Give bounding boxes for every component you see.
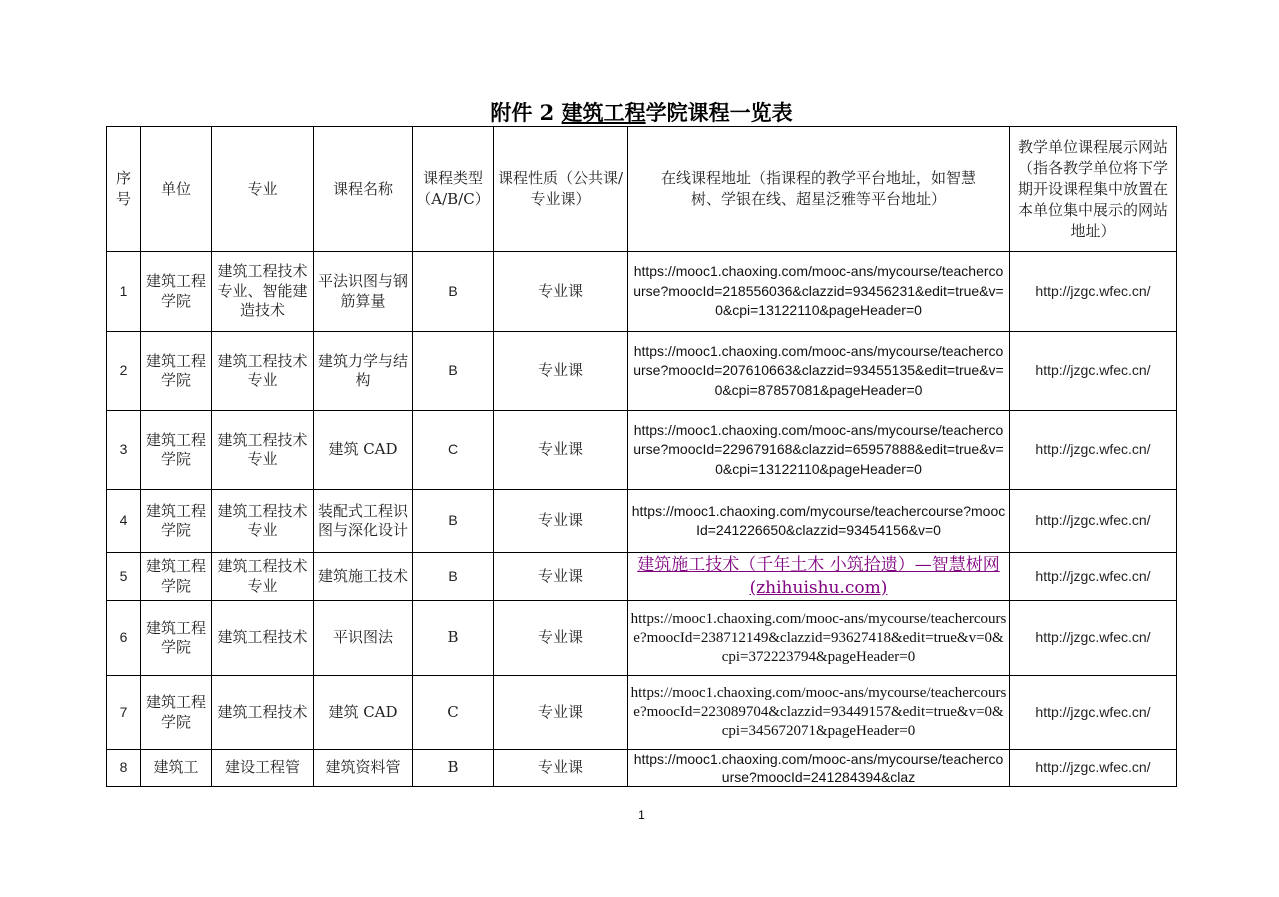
cell-url: https://mooc1.chaoxing.com/mooc-ans/mycourse/teachercourse?moocId=229679168&clazzid=65957888&edit=true&v=0&cpi=13122110&pageHeader=0: [628, 411, 1010, 490]
cell-course: 建筑资料管: [314, 750, 413, 787]
cell-type: B: [413, 490, 494, 553]
cell-course: 平法识图与钢筋算量: [314, 252, 413, 332]
cell-nature: 专业课: [494, 676, 628, 750]
cell-type: C: [413, 676, 494, 750]
table-row: [107, 676, 1177, 750]
cell-no: 6: [107, 601, 141, 676]
cell-major: 建筑工程技术: [212, 601, 314, 676]
table-row: [107, 252, 1177, 332]
cell-unit: 建筑工程学院: [141, 490, 212, 553]
cell-url: https://mooc1.chaoxing.com/mooc-ans/mycourse/teachercourse?moocId=238712149&clazzid=93627418&edit=true&v=0&cpi=372223794&pageHeader=0: [628, 601, 1010, 676]
cell-no: 3: [107, 411, 141, 490]
cell-type: B: [413, 553, 494, 601]
cell-site: http://jzgc.wfec.cn/: [1010, 332, 1177, 411]
cell-type: B: [413, 332, 494, 411]
cell-site: http://jzgc.wfec.cn/: [1010, 601, 1177, 676]
cell-major: 建筑工程技术专业: [212, 411, 314, 490]
cell-no: 7: [107, 676, 141, 750]
cell-nature: 专业课: [494, 490, 628, 553]
cell-no: 2: [107, 332, 141, 411]
cell-major: 建筑工程技术: [212, 676, 314, 750]
cell-site: http://jzgc.wfec.cn/: [1010, 750, 1177, 787]
cell-type: B: [413, 750, 494, 787]
cell-major: 建筑工程技术专业: [212, 332, 314, 411]
cell-unit: 建筑工程学院: [141, 252, 212, 332]
cell-url: https://mooc1.chaoxing.com/mycourse/teachercourse?moocId=241226650&clazzid=93454156&v=0: [628, 490, 1010, 553]
cell-major: 建设工程管: [212, 750, 314, 787]
header-course: 课程名称: [314, 127, 413, 252]
cell-site: http://jzgc.wfec.cn/: [1010, 411, 1177, 490]
table-row: [107, 332, 1177, 411]
page-number: 1: [638, 808, 645, 822]
table-row: [107, 601, 1177, 676]
cell-course: 建筑力学与结构: [314, 332, 413, 411]
cell-unit: 建筑工程学院: [141, 553, 212, 601]
cell-unit: 建筑工程学院: [141, 601, 212, 676]
header-site: 教学单位课程展示网站（指各教学单位将下学期开设课程集中放置在本单位集中展示的网站地址）: [1010, 127, 1177, 252]
cell-url: [628, 553, 1010, 601]
cell-type: B: [413, 601, 494, 676]
header-online: 在线课程地址（指课程的教学平台地址，如智慧树、学银在线、超星泛雅等平台地址）: [628, 127, 1010, 252]
table-row: [107, 553, 1177, 601]
cell-major: 建筑工程技术专业、智能建造技术: [212, 252, 314, 332]
cell-course: 建筑 CAD: [314, 411, 413, 490]
title-prefix: 附件 2: [490, 100, 562, 125]
header-no: 序号: [107, 127, 141, 252]
course-table: [106, 126, 1177, 787]
cell-unit: 建筑工程学院: [141, 411, 212, 490]
cell-no: 1: [107, 252, 141, 332]
cell-site: http://jzgc.wfec.cn/: [1010, 490, 1177, 553]
cell-course: 建筑施工技术: [314, 553, 413, 601]
header-row: [107, 127, 1177, 252]
table-row: [107, 750, 1177, 787]
cell-course: 装配式工程识图与深化设计: [314, 490, 413, 553]
cell-course: 建筑 CAD: [314, 676, 413, 750]
cell-nature: 专业课: [494, 252, 628, 332]
cell-unit: 建筑工程学院: [141, 332, 212, 411]
cell-nature: 专业课: [494, 553, 628, 601]
title-underlined: 建筑工程: [561, 100, 646, 125]
title-suffix: 学院课程一览表: [645, 100, 793, 125]
page-title: [0, 97, 1279, 127]
course-link[interactable]: 建筑施工技术（千年土木 小筑拾遗）—智慧树网 (zhihuishu.com): [637, 554, 1000, 598]
cell-url: https://mooc1.chaoxing.com/mooc-ans/mycourse/teachercourse?moocId=223089704&clazzid=93449157&edit=true&v=0&cpi=345672071&pageHeader=0: [628, 676, 1010, 750]
cell-url: https://mooc1.chaoxing.com/mooc-ans/mycourse/teachercourse?moocId=207610663&clazzid=93455135&edit=true&v=0&cpi=87857081&pageHeader=0: [628, 332, 1010, 411]
cell-no: 5: [107, 553, 141, 601]
cell-no: 4: [107, 490, 141, 553]
header-major: 专业: [212, 127, 314, 252]
cell-url: https://mooc1.chaoxing.com/mooc-ans/mycourse/teachercourse?moocId=218556036&clazzid=93456231&edit=true&v=0&cpi=13122110&pageHeader=0: [628, 252, 1010, 332]
cell-course: 平识图法: [314, 601, 413, 676]
cell-type: C: [413, 411, 494, 490]
cell-unit: 建筑工程学院: [141, 676, 212, 750]
cell-url: https://mooc1.chaoxing.com/mooc-ans/mycourse/teachercourse?moocId=241284394&claz: [628, 750, 1010, 787]
cell-major: 建筑工程技术专业: [212, 553, 314, 601]
cell-nature: 专业课: [494, 601, 628, 676]
cell-unit: 建筑工: [141, 750, 212, 787]
cell-nature: 专业课: [494, 332, 628, 411]
cell-site: http://jzgc.wfec.cn/: [1010, 252, 1177, 332]
table-row: [107, 411, 1177, 490]
cell-nature: 专业课: [494, 750, 628, 787]
cell-no: 8: [107, 750, 141, 787]
cell-major: 建筑工程技术专业: [212, 490, 314, 553]
header-nature: 课程性质（公共课/专业课）: [494, 127, 628, 252]
cell-nature: 专业课: [494, 411, 628, 490]
table-row: [107, 490, 1177, 553]
cell-type: B: [413, 252, 494, 332]
cell-site: http://jzgc.wfec.cn/: [1010, 553, 1177, 601]
header-type: 课程类型（A/B/C）: [413, 127, 494, 252]
header-unit: 单位: [141, 127, 212, 252]
cell-site: http://jzgc.wfec.cn/: [1010, 676, 1177, 750]
